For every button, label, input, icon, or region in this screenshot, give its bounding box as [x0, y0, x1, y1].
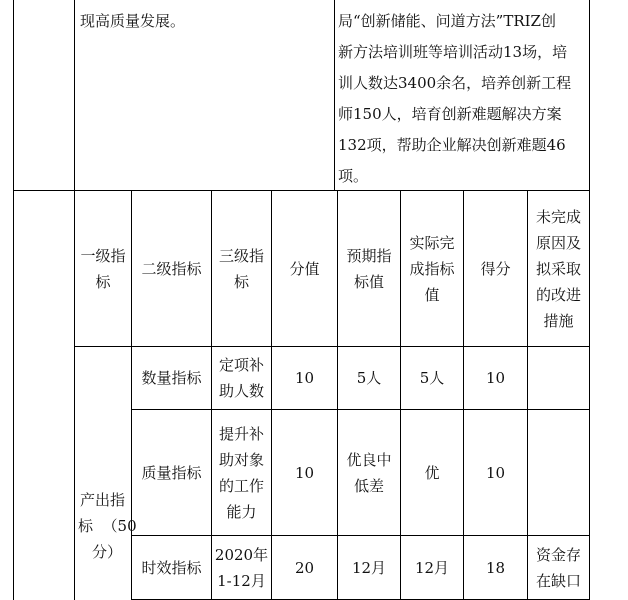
cell-got-score: 10 — [485, 463, 506, 482]
grid-line — [589, 0, 590, 600]
header-text: 标值 — [353, 272, 384, 291]
cell-level3: 定项补 助人数 — [218, 356, 264, 400]
header-reason — [528, 191, 589, 346]
cell-reason: 资金存 在缺口 — [535, 545, 581, 590]
header-text: 标 — [233, 272, 249, 291]
cell-got-score: 18 — [485, 558, 506, 577]
cell-actual: 5人 — [419, 369, 445, 387]
cell-level2: 时效指标 — [141, 558, 202, 577]
header-text: 预期指 — [346, 246, 392, 265]
header-text: 的改进 — [535, 285, 581, 304]
header-text: 标 — [95, 272, 111, 291]
cell-expected: 12月 — [351, 558, 387, 577]
group-label-line: 标 （50 — [78, 517, 137, 535]
grid-line — [334, 0, 335, 190]
header-text: 成指标 — [409, 259, 455, 278]
paragraph-line: 师150人，培育创新难题解决方案 — [338, 105, 562, 123]
header-score — [272, 191, 337, 346]
header-text: 二级指标 — [141, 259, 202, 278]
cell-expected: 5人 — [356, 369, 382, 387]
header-text: 措施 — [543, 311, 574, 330]
header-text: 值 — [424, 285, 440, 304]
cell-level2: 质量指标 — [141, 463, 202, 482]
paragraph-line: 局“创新储能、问道方法”TRIZ创 — [338, 12, 556, 30]
cell-score: 20 — [294, 558, 315, 577]
paragraph-line: 训人数达3400余名，培养创新工程 — [338, 74, 572, 92]
header-text: 得分 — [480, 259, 511, 278]
top-right-paragraph — [338, 8, 571, 189]
group-label-output — [78, 487, 137, 565]
header-level1 — [75, 191, 131, 346]
cell-score: 10 — [294, 463, 315, 482]
header-got-score — [464, 191, 527, 346]
cell-actual: 优 — [424, 463, 440, 482]
cell-score: 10 — [294, 369, 315, 387]
cell-got-score: 10 — [485, 369, 506, 387]
header-text: 三级指 — [218, 246, 264, 265]
header-text: 实际完 — [409, 233, 455, 252]
cell-level3: 提升补 助对象 的工作 能力 — [218, 424, 264, 521]
cell-expected: 优良中 低差 — [346, 450, 392, 495]
paragraph-line: 132项，帮助企业解决创新难题46 — [338, 136, 566, 154]
cell-actual: 12月 — [414, 558, 450, 577]
group-label-line: 分） — [92, 543, 123, 561]
header-level3 — [212, 191, 271, 346]
header-text: 原因及 — [535, 233, 581, 252]
header-actual — [401, 191, 463, 346]
paragraph-line: 新方法培训班等培训活动13场，培 — [338, 43, 568, 61]
paragraph-line: 项。 — [338, 167, 369, 185]
grid-line — [13, 0, 14, 600]
top-left-text: 现高质量发展。 — [80, 12, 186, 30]
header-text: 未完成 — [535, 207, 581, 226]
cell-level2: 数量指标 — [141, 369, 202, 387]
header-text: 拟采取 — [535, 259, 581, 278]
group-label-line: 产出指 — [80, 491, 126, 509]
header-level2 — [132, 191, 211, 346]
header-text: 一级指 — [80, 246, 126, 265]
header-expected — [338, 191, 400, 346]
header-text: 分值 — [289, 259, 320, 278]
cell-level3: 2020年 1-12月 — [214, 545, 269, 590]
